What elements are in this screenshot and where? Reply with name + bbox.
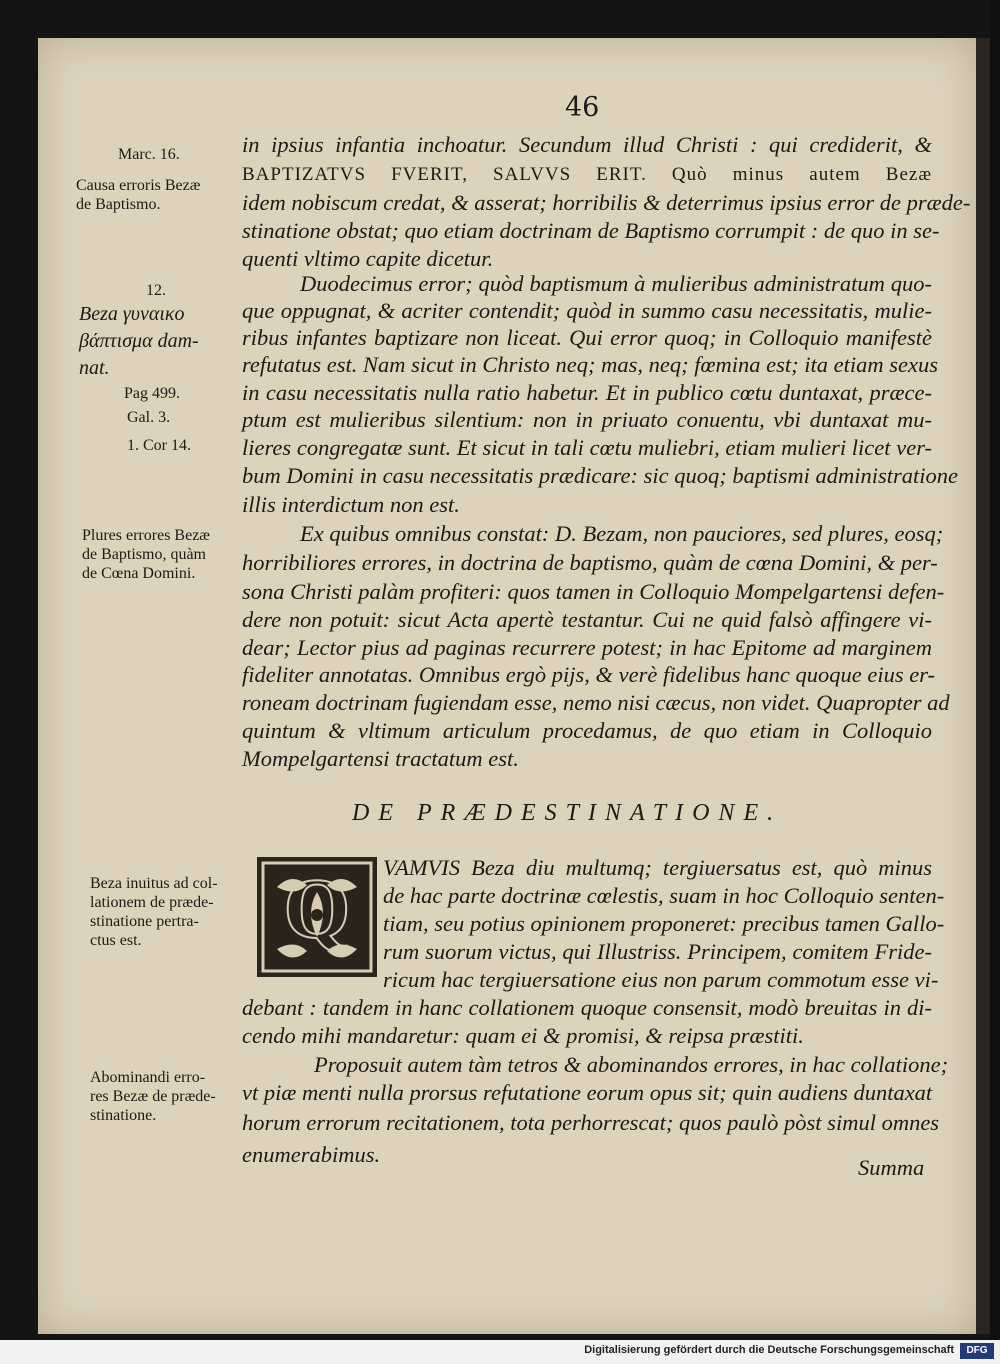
section-line: de hac parte doctrinæ cœlestis, suam in hoc Colloquio senten- (383, 883, 945, 908)
margin-note-greek-3: nat. (79, 357, 110, 379)
body-line: BAPTIZATVS FVERIT, SALVVS ERIT. Quò minus autem Bezæ (242, 164, 932, 185)
footer-bar (0, 1340, 1000, 1364)
body-line: in ipsius infantia inchoatur. Secundum illud Christi : qui crediderit, & (242, 132, 932, 157)
page-edge (976, 38, 990, 1334)
section-line: cendo mihi mandaretur: quam ei & promisi, & reipsa præstiti. (242, 1023, 804, 1048)
section-line: tiam, seu potius opinionem proponeret: precibus tamen Gallo- (383, 911, 945, 936)
scan-border (990, 0, 1000, 1340)
body-line: horribiliores errores, in doctrina de baptismo, quàm de cœna Domini, & per- (242, 550, 938, 575)
body-line: illis interdictum non est. (242, 492, 460, 517)
section-heading: DE PRÆDESTINATIONE. (352, 800, 783, 826)
initial-letter-text: Q (283, 860, 351, 956)
margin-note-causa-1: Causa erroris Bezæ (76, 177, 201, 194)
margin-note-marc: Marc. 16. (118, 146, 180, 163)
margin-note-abom-1: Abominandi erro- (90, 1069, 206, 1086)
dfg-logo: DFG (960, 1343, 994, 1359)
body-line: roneam doctrinam fugiendam esse, nemo nisi cæcus, non videt. Quapropter ad (242, 690, 950, 715)
body-line: idem nobiscum credat, & asserat; horribilis & deterrimus ipsius error de præde- (242, 190, 971, 215)
body-line: dear; Lector pius ad paginas recurrere potest; in hac Epitome ad marginem (242, 635, 932, 660)
body-line: fideliter annotatas. Omnibus ergò pijs, & verè fidelibus hanc quoque eius er- (242, 662, 936, 687)
margin-note-beza-4: ctus est. (90, 932, 142, 949)
section-line: horum errorum recitationem, tota perhorrescat; quos paulò pòst simul omnes (242, 1110, 940, 1135)
body-line: refutatus est. Nam sicut in Christo neq; mas, neq; fœmina est; ita etiam sexus (242, 352, 938, 377)
body-line: dere non potuit: sicut Acta apertè testantur. Cui ne quid falsò affingere vi- (242, 607, 932, 632)
body-line: que oppugnat, & acriter contendit; quòd in summo casu necessitatis, mulie- (242, 298, 932, 323)
funding-notice: Digitalisierung gefördert durch die Deutsche Forschungsgemeinschaft (584, 1344, 954, 1356)
body-line: quenti vltimo capite dicetur. (242, 246, 494, 271)
body-line: Mompelgartensi tractatum est. (242, 746, 519, 771)
body-line: lieres congregatæ sunt. Et sicut in tali cœtu muliebri, etiam mulieri licet ver- (242, 435, 932, 460)
margin-note-causa-2: de Baptismo. (76, 196, 161, 213)
body-line: ptum est mulieribus silentium: non in priuato conuentu, vbi duntaxat mu- (242, 407, 932, 432)
margin-note-greek-1: Beza γυναικο (79, 303, 185, 325)
body-line: bum Domini in casu necessitatis prædicare: sic quoq; baptismi administratione (242, 463, 959, 488)
margin-note-cor: 1. Cor 14. (127, 437, 191, 454)
body-line: ribus infantes baptizare non liceat. Qui error quoq; in Colloquio manifestè (242, 325, 932, 350)
section-line: rum suorum victus, qui Illustriss. Principem, comitem Fride- (383, 939, 932, 964)
body-line: sona Christi palàm profiteri: quos tamen in Colloquio Mompelgartensi defen- (242, 579, 945, 604)
margin-note-plures-2: de Baptismo, quàm (82, 546, 206, 563)
body-line: quintum & vltimum articulum procedamus, de quo etiam in Colloquio (242, 718, 932, 743)
margin-note-greek-2: βάπτισμα dam- (79, 330, 199, 352)
body-line: Duodecimus error; quòd baptismum à mulieribus administratum quo- (300, 271, 932, 296)
catchword: Summa (858, 1155, 925, 1180)
margin-note-gal: Gal. 3. (127, 409, 171, 426)
margin-note-abom-2: res Bezæ de præde- (90, 1088, 216, 1105)
section-line: ricum hac tergiuersatione eius non parum commotum esse vi- (383, 967, 939, 992)
margin-note-plures-1: Plures errores Bezæ (82, 527, 210, 544)
decorated-initial-letter (257, 857, 377, 977)
margin-note-pag: Pag 499. (124, 385, 180, 402)
section-line: vt piæ menti nulla prorsus refutatione eorum opus sit; quin audiens duntaxat (242, 1080, 933, 1105)
margin-note-12: 12. (146, 282, 166, 299)
section-line: enumerabimus. (242, 1142, 381, 1167)
body-line: Ex quibus omnibus constat: D. Bezam, non pauciores, sed plures, eosq; (300, 521, 944, 546)
page-number: 46 (565, 92, 600, 123)
margin-note-beza-1: Beza inuitus ad col- (90, 875, 218, 892)
margin-note-beza-2: lationem de præde- (90, 894, 214, 911)
section-line: debant : tandem in hanc collationem quoque consensit, modò breuitas in di- (242, 995, 932, 1020)
margin-note-beza-3: stinatione pertra- (90, 913, 199, 930)
section-line: VAMVIS Beza diu multumq; tergiuersatus est, quò minus (383, 855, 932, 880)
margin-note-plures-3: de Cœna Domini. (82, 565, 196, 582)
section-line: Proposuit autem tàm tetros & abominandos errores, in hac collatione; (314, 1052, 949, 1077)
margin-note-abom-3: stinatione. (90, 1107, 157, 1124)
body-line: in casu necessitatis nulla ratio habetur. Et in publico cœtu duntaxat, præce- (242, 380, 932, 405)
body-line: stinatione obstat; quo etiam doctrinam de Baptismo corrumpit : de quo in se- (242, 218, 940, 243)
